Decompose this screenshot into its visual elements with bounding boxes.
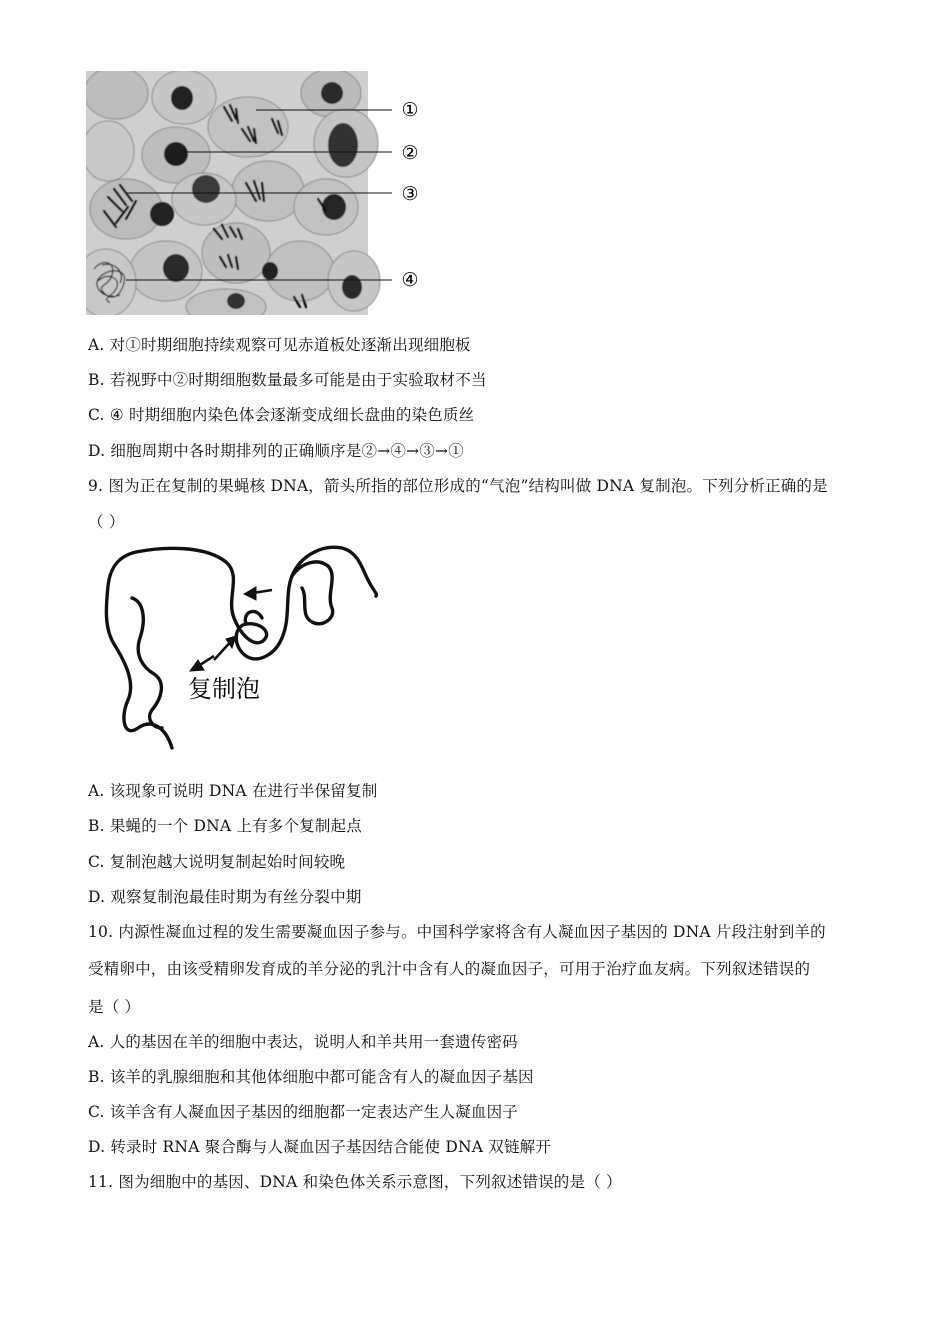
q8-option-d: D. 细胞周期中各时期排列的正确顺序是②→④→③→① bbox=[88, 442, 464, 460]
q10-option-a: A. 人的基因在羊的细胞中表达，说明人和羊共用一套遗传密码 bbox=[88, 1033, 518, 1051]
label-3: ③ bbox=[401, 183, 419, 205]
q10-option-d: D. 转录时 RNA 聚合酶与人凝血因子基因结合能使 DNA 双链解开 bbox=[88, 1138, 552, 1156]
q8-option-a: A. 对①时期细胞持续观察可见赤道板处逐渐出现细胞板 bbox=[88, 336, 471, 354]
q10-stem-line1: 10. 内源性凝血过程的发生需要凝血因子参与。中国科学家将含有人凝血因子基因的 DNA 片段注射到羊的 bbox=[88, 923, 826, 941]
replication-bubble-label: 复制泡 bbox=[188, 675, 260, 703]
q10-stem-line2: 受精卵中，由该受精卵发育成的羊分泌的乳汁中含有人的凝血因子，可用于治疗血友病。下列叙述错误的 bbox=[88, 960, 811, 978]
q10-option-c: C. 该羊含有人凝血因子基因的细胞都一定表达产生人凝血因子 bbox=[88, 1103, 518, 1121]
q10-option-b: B. 该羊的乳腺细胞和其他体细胞中都可能含有人的凝血因子基因 bbox=[88, 1068, 534, 1086]
label-4: ④ bbox=[401, 269, 419, 291]
q9-option-c: C. 复制泡越大说明复制起始时间较晚 bbox=[88, 853, 346, 871]
label-1: ① bbox=[401, 99, 419, 121]
q9-stem-line2: （ ） bbox=[88, 513, 125, 531]
q9-stem-line1: 9. 图为正在复制的果蝇核 DNA，箭头所指的部位形成的“气泡”结构叫做 DNA 复制泡。下列分析正确的是 bbox=[88, 477, 828, 495]
q8-option-c: C. ④ 时期细胞内染色体会逐渐变成细长盘曲的染色质丝 bbox=[88, 406, 475, 424]
q9-option-b: B. 果蝇的一个 DNA 上有多个复制起点 bbox=[88, 817, 362, 835]
q9-option-a: A. 该现象可说明 DNA 在进行半保留复制 bbox=[88, 782, 378, 800]
q10-stem-line3: 是（ ） bbox=[88, 998, 141, 1016]
mitosis-micrograph bbox=[86, 71, 426, 315]
dna-strand bbox=[106, 547, 376, 748]
q11-stem-line1: 11. 图为细胞中的基因、DNA 和染色体关系示意图，下列叙述错误的是（ ） bbox=[88, 1173, 622, 1191]
q9-option-d: D. 观察复制泡最佳时期为有丝分裂中期 bbox=[88, 888, 362, 906]
label-2: ② bbox=[401, 142, 419, 164]
dna-replication-bubble-figure bbox=[96, 542, 386, 752]
q8-option-b: B. 若视野中②时期细胞数量最多可能是由于实验取材不当 bbox=[88, 371, 487, 389]
